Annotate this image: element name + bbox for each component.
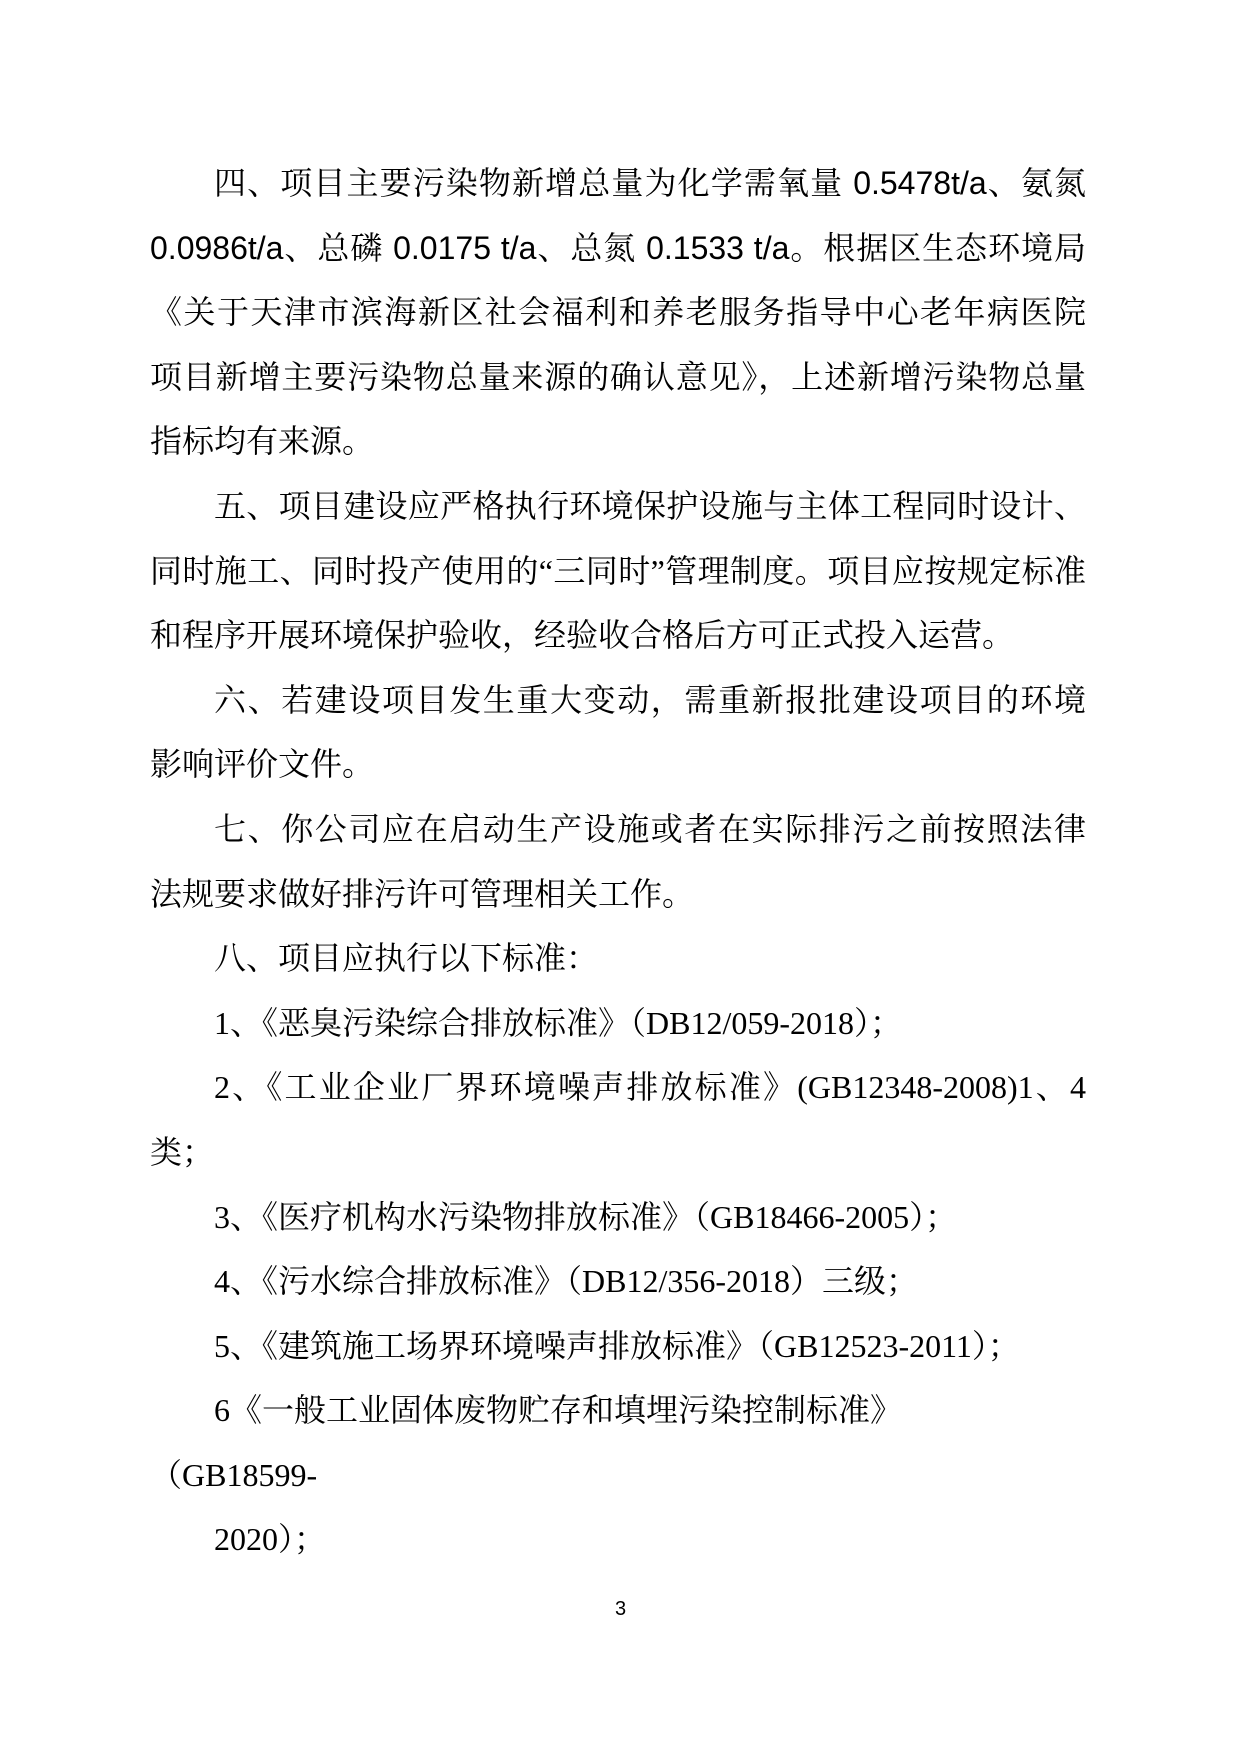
document-body — [150, 151, 1086, 1572]
list-item: 4、《污水综合排放标准》（DB12/356-2018）三级； — [214, 1263, 919, 1300]
text-line: 同时施工、同时投产使用的“三同时”管理制度。项目应按规定标准 — [150, 552, 1086, 589]
list-item-continuation: 2020）； — [214, 1521, 327, 1558]
text-line: 和程序开展环境保护验收，经验收合格后方可正式投入运营。 — [150, 617, 1015, 654]
paragraph-major-changes — [150, 668, 1086, 797]
paragraph-standards-heading — [150, 926, 1086, 991]
text-line: 指标均有来源。 — [150, 423, 375, 460]
list-item: 2、《工业企业厂界环境噪声排放标准》(GB12348-2008)1、4 — [214, 1069, 1086, 1106]
text-line: 0.0986t/a、总磷 0.0175 t/a、总氮 0.1533 t/a。根据区生态环境局 — [150, 229, 1086, 266]
page-number: 3 — [614, 1598, 627, 1620]
standard-item-6 — [150, 1378, 1086, 1572]
paragraph-discharge-permit — [150, 797, 1086, 926]
list-item: 6《一般工业固体废物贮存和填埋污染控制标准》 — [214, 1392, 903, 1429]
standard-item-4 — [150, 1249, 1086, 1314]
text-line: 五、项目建设应严格执行环境保护设施与主体工程同时设计、 — [214, 487, 1086, 524]
list-item: 5、《建筑施工场界环境噪声排放标准》（GB12523-2011）； — [214, 1327, 1020, 1364]
text-line: 七、你公司应在启动生产设施或者在实际排污之前按照法律 — [214, 810, 1086, 847]
text-line: 四、项目主要污染物新增总量为化学需氧量 0.5478t/a、氨氮 — [214, 165, 1086, 201]
standard-item-2 — [150, 1055, 1086, 1184]
section-heading: 八、项目应执行以下标准： — [214, 940, 599, 977]
list-item-continuation: 类； — [150, 1133, 215, 1170]
paragraph-three-simultaneous — [150, 474, 1086, 668]
text-line: 法规要求做好排污许可管理相关工作。 — [150, 875, 695, 912]
list-item-continuation: （GB18599- — [150, 1456, 318, 1493]
list-item: 3、《医疗机构水污染物排放标准》（GB18466-2005）； — [214, 1198, 958, 1235]
text-line: 六、若建设项目发生重大变动，需重新报批建设项目的环境 — [214, 681, 1086, 718]
standard-item-3 — [150, 1185, 1086, 1250]
paragraph-pollutant-totals — [150, 151, 1086, 474]
text-line: 《关于天津市滨海新区社会福利和养老服务指导中心老年病医院 — [150, 294, 1086, 331]
text-line: 影响评价文件。 — [150, 746, 375, 783]
standard-item-1 — [150, 991, 1086, 1056]
standard-item-5 — [150, 1314, 1086, 1379]
text-line: 项目新增主要污染物总量来源的确认意见》，上述新增污染物总量 — [150, 358, 1086, 395]
list-item: 1、《恶臭污染综合排放标准》（DB12/059-2018）； — [214, 1004, 903, 1041]
